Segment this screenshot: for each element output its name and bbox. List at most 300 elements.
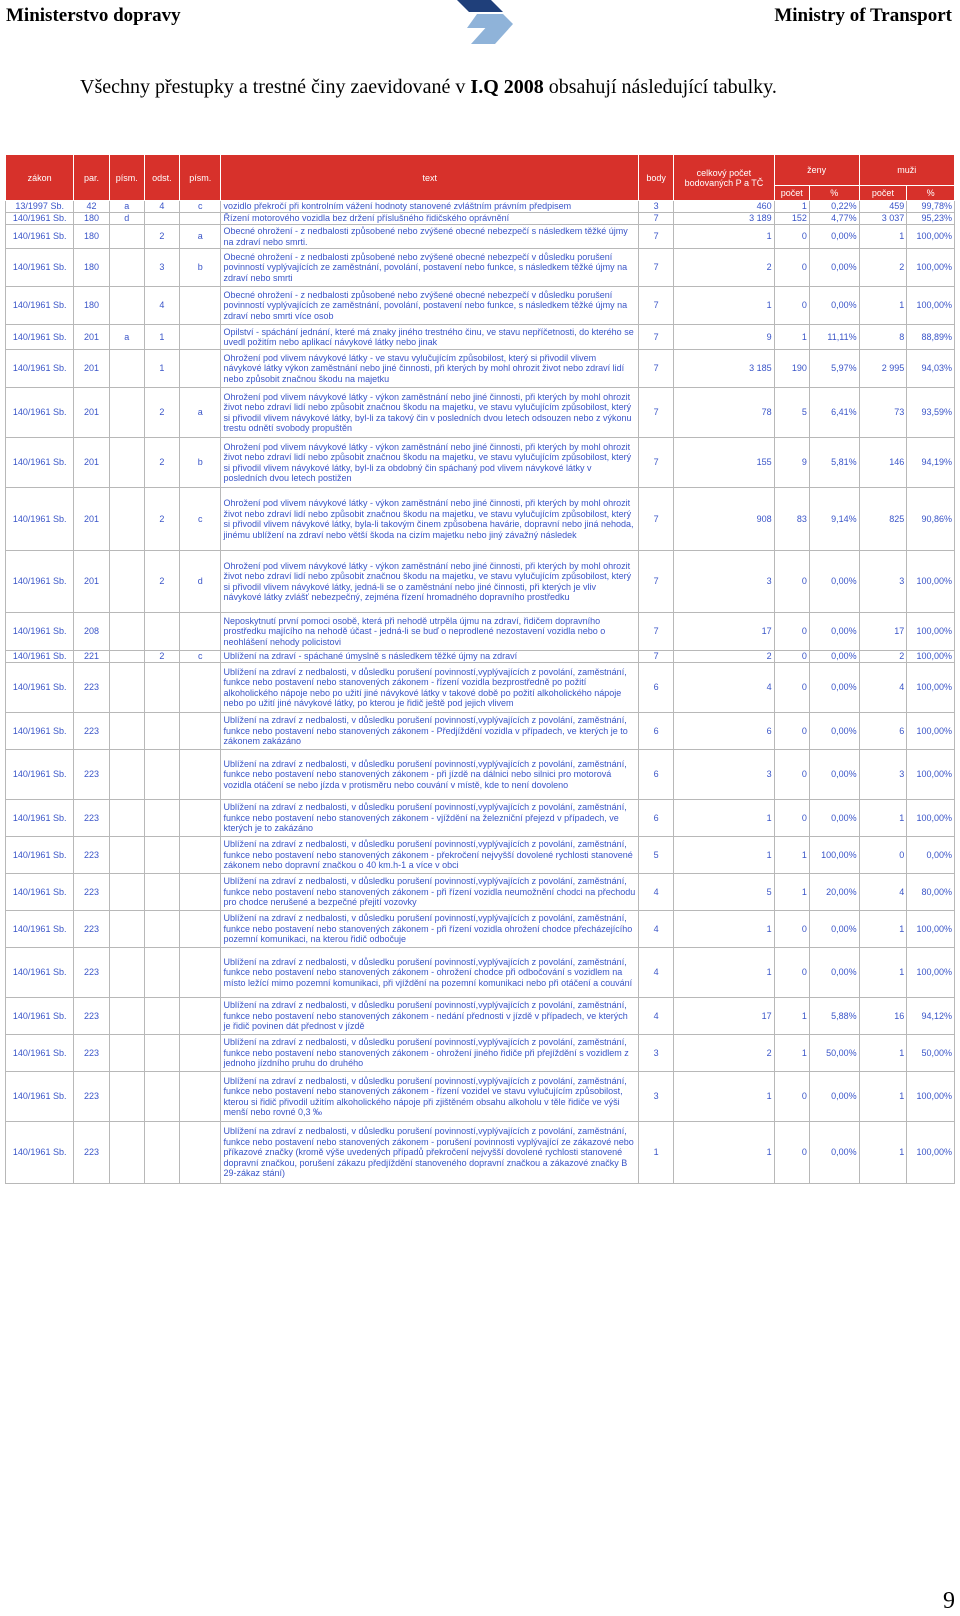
cell-zakon: 140/1961 Sb. — [6, 1072, 74, 1122]
offenses-table — [5, 154, 955, 1184]
cell-zeny-pocet: 0 — [774, 287, 809, 325]
table-row — [6, 911, 955, 948]
cell-muzi-pocet: 1 — [859, 1122, 907, 1184]
cell-odst: 2 — [144, 388, 179, 438]
cell-muzi-pct: 100,00% — [907, 948, 955, 998]
cell-pism — [109, 1122, 144, 1184]
cell-odst — [144, 998, 179, 1035]
col-zakon: zákon — [6, 155, 74, 201]
cell-muzi-pocet: 1 — [859, 1035, 907, 1072]
cell-par: 223 — [74, 713, 109, 750]
cell-text: Ublížení na zdraví z nedbalosti, v důsledku porušení povinností,vyplývajících z povolání, zaměstnání, funkce nebo postavení nebo stanovených zákonem - při řízení vozidla neumožnění chodci na přechodu pro chodce nerušené a bezpečné přejití vozovky — [221, 874, 639, 911]
cell-muzi-pocet: 1 — [859, 911, 907, 948]
cell-pism — [109, 287, 144, 325]
cell-odst: 2 — [144, 488, 179, 551]
cell-body: 3 — [638, 1072, 673, 1122]
cell-odst — [144, 713, 179, 750]
cell-pism-2: c — [180, 651, 221, 663]
cell-muzi-pocet: 0 — [859, 837, 907, 874]
cell-muzi-pct: 100,00% — [907, 551, 955, 613]
cell-pism — [109, 350, 144, 388]
cell-zakon: 140/1961 Sb. — [6, 325, 74, 350]
cell-par: 201 — [74, 350, 109, 388]
cell-zakon: 140/1961 Sb. — [6, 388, 74, 438]
cell-celkem: 155 — [674, 438, 774, 488]
cell-muzi-pocet: 146 — [859, 438, 907, 488]
cell-muzi-pocet: 2 — [859, 249, 907, 287]
cell-odst — [144, 837, 179, 874]
table-row — [6, 998, 955, 1035]
cell-text: Ublížení na zdraví z nedbalosti, v důsledku porušení povinností,vyplývajících z povolání, zaměstnání, funkce nebo postavení nebo stanovených zákonem - Předjíždění vozidla v případech, ve kterých je to zákonem zakázáno — [221, 713, 639, 750]
cell-zakon: 140/1961 Sb. — [6, 911, 74, 948]
cell-zeny-pocet: 0 — [774, 750, 809, 800]
cell-zakon: 140/1961 Sb. — [6, 488, 74, 551]
table-row — [6, 325, 955, 350]
cell-pism-2: b — [180, 249, 221, 287]
cell-odst — [144, 750, 179, 800]
cell-body: 7 — [638, 287, 673, 325]
cell-pism-2 — [180, 350, 221, 388]
table-row — [6, 1122, 955, 1184]
intro-text-2: obsahují následující tabulky. — [543, 76, 777, 98]
cell-par: 223 — [74, 800, 109, 837]
cell-pism — [109, 249, 144, 287]
cell-muzi-pocet: 73 — [859, 388, 907, 438]
table-row — [6, 438, 955, 488]
cell-celkem: 1 — [674, 837, 774, 874]
cell-celkem: 17 — [674, 998, 774, 1035]
cell-muzi-pct: 100,00% — [907, 651, 955, 663]
cell-muzi-pct: 88,89% — [907, 325, 955, 350]
cell-par: 201 — [74, 325, 109, 350]
cell-pism — [109, 874, 144, 911]
cell-pism — [109, 713, 144, 750]
cell-zeny-pct: 11,11% — [809, 325, 859, 350]
cell-odst: 1 — [144, 350, 179, 388]
cell-text: Obecné ohrožení - z nedbalosti způsobené nebo zvýšené obecné nebezpečí v důsledku porušení povinností vyplývajících ze zaměstnání, povolání, postavení nebo funkce, s následkem těžké újmy na zdraví nebo smrti více osob — [221, 287, 639, 325]
cell-celkem: 1 — [674, 225, 774, 249]
cell-celkem: 2 — [674, 651, 774, 663]
table-row — [6, 350, 955, 388]
cell-text: Neposkytnutí první pomoci osobě, která při nehodě utrpěla újmu na zdraví, řidičem dopravního prostředku majícího na nehodě účast - jedná-li se buď o neprodlené nezostavení vozidla nebo o neohlášení nehody policistovi — [221, 613, 639, 651]
cell-pism-2: d — [180, 551, 221, 613]
cell-par: 201 — [74, 388, 109, 438]
cell-zeny-pocet: 152 — [774, 213, 809, 225]
cell-zakon: 140/1961 Sb. — [6, 1035, 74, 1072]
cell-zeny-pct: 0,00% — [809, 551, 859, 613]
cell-zeny-pct: 0,00% — [809, 713, 859, 750]
cell-muzi-pct: 0,00% — [907, 837, 955, 874]
cell-pism — [109, 800, 144, 837]
cell-zeny-pocet: 0 — [774, 1072, 809, 1122]
cell-celkem: 1 — [674, 911, 774, 948]
cell-text: Ublížení na zdraví z nedbalosti, v důsledku porušení povinností,vyplývajících z povolání, zaměstnání, funkce nebo postavení nebo stanovených zákonem - ohrožení jiného řidiče při přejíždění s vozidlem z jednoho jízdního pruhu do druhého — [221, 1035, 639, 1072]
cell-par: 223 — [74, 911, 109, 948]
table-row — [6, 713, 955, 750]
cell-zeny-pocet: 190 — [774, 350, 809, 388]
cell-zakon: 140/1961 Sb. — [6, 551, 74, 613]
cell-muzi-pocet: 3 037 — [859, 213, 907, 225]
cell-zakon: 140/1961 Sb. — [6, 837, 74, 874]
cell-text: Ublížení na zdraví z nedbalosti, v důsledku porušení povinností,vyplývajících z povolání, zaměstnání, funkce nebo postavení nebo stanovených zákonem - řízení vozidla bezprostředně po požití alkoholického nápoje nebo po užití jiné návykové látky v takové době po požití alkoholického nápoje nebo po užití jiné návykové látky, po kterou je řidič ještě pod jejich vlivem — [221, 663, 639, 713]
cell-pism — [109, 651, 144, 663]
cell-celkem: 4 — [674, 663, 774, 713]
cell-body: 3 — [638, 1035, 673, 1072]
intro-period: I.Q 2008 — [470, 76, 544, 98]
cell-pism — [109, 551, 144, 613]
cell-muzi-pct: 100,00% — [907, 613, 955, 651]
cell-celkem: 460 — [674, 201, 774, 213]
cell-zeny-pct: 6,41% — [809, 388, 859, 438]
cell-pism — [109, 948, 144, 998]
cell-zeny-pct: 0,00% — [809, 911, 859, 948]
cell-body: 6 — [638, 800, 673, 837]
cell-zeny-pct: 0,00% — [809, 651, 859, 663]
cell-muzi-pct: 100,00% — [907, 225, 955, 249]
cell-text: Ohrožení pod vlivem návykové látky - výkon zaměstnání nebo jiné činnosti, při kterých by mohl ohrozit život nebo zdraví lidí nebo způsobit značnou škodu na majetku, ve stavu vylučujícím způsobilost, který si přivodil vlivem návykové látky, jedná-li se o zaměstnání nebo jiné činnosti, při kterých je vliv návykové látky zvlášť nebezpečný, zejména řízení hromadného dopravního prostředku — [221, 551, 639, 613]
cell-text: Ublížení na zdraví z nedbalosti, v důsledku porušení povinností,vyplývajících z povolání, zaměstnání, funkce nebo postavení nebo stanovených zákonem - ohrožení chodce při odbočování s vozidlem na místo ležící mimo pozemní komunikaci, při vjíždění na pozemní komunikaci nebo při otáčení a couvání — [221, 948, 639, 998]
cell-pism-2: a — [180, 225, 221, 249]
cell-zeny-pocet: 0 — [774, 800, 809, 837]
cell-body: 7 — [638, 225, 673, 249]
cell-text: Ublížení na zdraví - spáchané úmyslně s následkem těžké újmy na zdraví — [221, 651, 639, 663]
cell-zeny-pocet: 5 — [774, 388, 809, 438]
cell-zeny-pocet: 1 — [774, 874, 809, 911]
cell-muzi-pocet: 825 — [859, 488, 907, 551]
cell-odst: 2 — [144, 651, 179, 663]
cell-zakon: 140/1961 Sb. — [6, 874, 74, 911]
col-body: body — [638, 155, 673, 201]
cell-zeny-pct: 0,00% — [809, 948, 859, 998]
cell-celkem: 1 — [674, 1072, 774, 1122]
cell-par: 42 — [74, 201, 109, 213]
cell-text: Ohrožení pod vlivem návykové látky - výkon zaměstnání nebo jiné činnosti, při kterých by mohl ohrozit život nebo zdraví lidí nebo způsobit značnou škodu na majetku, ve stavu vylučujícím způsobilost, který si přivodil vlivem návykové látky, byla-li takovým činem způsobena havárie, dopravní nebo jiná nehoda, jinému ublížení na zdraví nebo větší škoda na cizím majetku nebo jiný závažný následek — [221, 488, 639, 551]
cell-text: vozidlo překročí při kontrolním vážení hodnoty stanovené zvláštním právním předpisem — [221, 201, 639, 213]
cell-zeny-pocet: 0 — [774, 651, 809, 663]
cell-odst: 4 — [144, 201, 179, 213]
cell-pism-2 — [180, 1072, 221, 1122]
table-row — [6, 837, 955, 874]
cell-pism: a — [109, 325, 144, 350]
cell-zeny-pct: 0,00% — [809, 225, 859, 249]
table-row — [6, 1035, 955, 1072]
cell-pism-2 — [180, 713, 221, 750]
cell-zakon: 140/1961 Sb. — [6, 663, 74, 713]
cell-muzi-pct: 100,00% — [907, 663, 955, 713]
page-header — [0, 0, 960, 42]
cell-body: 7 — [638, 249, 673, 287]
col-zeny: ženy — [774, 155, 859, 186]
cell-zeny-pct: 0,00% — [809, 663, 859, 713]
cell-par: 180 — [74, 225, 109, 249]
cell-muzi-pocet: 1 — [859, 287, 907, 325]
cell-celkem: 1 — [674, 287, 774, 325]
cell-muzi-pct: 100,00% — [907, 800, 955, 837]
cell-muzi-pct: 100,00% — [907, 911, 955, 948]
cell-muzi-pct: 100,00% — [907, 1122, 955, 1184]
cell-body: 7 — [638, 651, 673, 663]
cell-body: 6 — [638, 750, 673, 800]
cell-pism-2 — [180, 998, 221, 1035]
cell-body: 3 — [638, 201, 673, 213]
cell-pism — [109, 613, 144, 651]
cell-zeny-pocet: 1 — [774, 1035, 809, 1072]
cell-odst — [144, 1035, 179, 1072]
page-number: 9 — [943, 1588, 955, 1614]
cell-zeny-pct: 0,00% — [809, 613, 859, 651]
cell-zeny-pct: 0,22% — [809, 201, 859, 213]
cell-pism-2 — [180, 325, 221, 350]
cell-text: Řízení motorového vozidla bez držení příslušného řidičského oprávnění — [221, 213, 639, 225]
cell-celkem: 3 189 — [674, 213, 774, 225]
cell-muzi-pct: 100,00% — [907, 287, 955, 325]
table-row — [6, 225, 955, 249]
cell-pism — [109, 911, 144, 948]
cell-muzi-pocet: 16 — [859, 998, 907, 1035]
cell-zeny-pocet: 0 — [774, 911, 809, 948]
cell-muzi-pct: 95,23% — [907, 213, 955, 225]
cell-zeny-pct: 0,00% — [809, 1072, 859, 1122]
table-body — [6, 201, 955, 1184]
cell-pism-2 — [180, 663, 221, 713]
table-row — [6, 800, 955, 837]
table-row — [6, 1072, 955, 1122]
cell-par: 201 — [74, 551, 109, 613]
cell-zeny-pct: 9,14% — [809, 488, 859, 551]
cell-celkem: 1 — [674, 1122, 774, 1184]
cell-odst: 4 — [144, 287, 179, 325]
cell-zeny-pct: 0,00% — [809, 287, 859, 325]
cell-par: 223 — [74, 837, 109, 874]
cell-pism — [109, 388, 144, 438]
cell-pism — [109, 663, 144, 713]
cell-pism — [109, 998, 144, 1035]
cell-zakon: 13/1997 Sb. — [6, 201, 74, 213]
cell-muzi-pct: 99,78% — [907, 201, 955, 213]
cell-zakon: 140/1961 Sb. — [6, 1122, 74, 1184]
cell-muzi-pct: 80,00% — [907, 874, 955, 911]
cell-zakon: 140/1961 Sb. — [6, 350, 74, 388]
cell-body: 7 — [638, 613, 673, 651]
cell-par: 221 — [74, 651, 109, 663]
cell-pism — [109, 1072, 144, 1122]
col-zeny-pct: % — [809, 186, 859, 201]
cell-pism-2 — [180, 800, 221, 837]
col-odst: odst. — [144, 155, 179, 201]
cell-pism — [109, 837, 144, 874]
cell-par: 201 — [74, 438, 109, 488]
table-row — [6, 750, 955, 800]
cell-pism: d — [109, 213, 144, 225]
cell-zeny-pocet: 83 — [774, 488, 809, 551]
cell-muzi-pct: 100,00% — [907, 713, 955, 750]
cell-pism-2 — [180, 613, 221, 651]
cell-text: Ublížení na zdraví z nedbalosti, v důsledku porušení povinností,vyplývajících z povolání, zaměstnání, funkce nebo postavení nebo stanovených zákonem - nedání přednosti v jízdě v případech, ve kterých je řidič povinen dát přednost v jízdě — [221, 998, 639, 1035]
intro-sentence — [80, 76, 777, 99]
cell-celkem: 5 — [674, 874, 774, 911]
cell-celkem: 1 — [674, 948, 774, 998]
cell-body: 6 — [638, 713, 673, 750]
offenses-table-wrap — [5, 154, 955, 1184]
cell-par: 223 — [74, 1122, 109, 1184]
cell-muzi-pct: 93,59% — [907, 388, 955, 438]
table-row — [6, 613, 955, 651]
cell-zeny-pct: 5,97% — [809, 350, 859, 388]
cell-odst: 1 — [144, 325, 179, 350]
cell-muzi-pocet: 2 995 — [859, 350, 907, 388]
intro-text-1: Všechny přestupky a trestné činy zaevidované v — [80, 76, 471, 98]
col-muzi-pct: % — [907, 186, 955, 201]
cell-zakon: 140/1961 Sb. — [6, 438, 74, 488]
cell-zeny-pocet: 0 — [774, 713, 809, 750]
cell-pism-2 — [180, 911, 221, 948]
cell-par: 208 — [74, 613, 109, 651]
cell-muzi-pct: 50,00% — [907, 1035, 955, 1072]
cell-muzi-pct: 94,03% — [907, 350, 955, 388]
cell-celkem: 2 — [674, 1035, 774, 1072]
cell-celkem: 9 — [674, 325, 774, 350]
cell-zeny-pct: 0,00% — [809, 800, 859, 837]
table-row — [6, 663, 955, 713]
cell-muzi-pocet: 3 — [859, 551, 907, 613]
cell-zeny-pct: 5,88% — [809, 998, 859, 1035]
table-row — [6, 874, 955, 911]
cell-par: 180 — [74, 213, 109, 225]
table-row — [6, 551, 955, 613]
cell-odst — [144, 1122, 179, 1184]
cell-pism — [109, 225, 144, 249]
cell-muzi-pocet: 2 — [859, 651, 907, 663]
cell-text: Obecné ohrožení - z nedbalosti způsobené nebo zvýšené obecné nebezpečí v důsledku porušení povinností vyplývajících ze zaměstnání, povolání, postavení nebo funkce, s následkem těžké újmy na zdraví nebo smrti — [221, 249, 639, 287]
cell-muzi-pct: 94,19% — [907, 438, 955, 488]
cell-text: Ohrožení pod vlivem návykové látky - výkon zaměstnání nebo jiné činnosti, při kterých by mohl ohrozit život nebo zdraví lidí nebo způsobit značnou škodu na majetku, ve stavu vylučujícím způsobilost, který si přivodil vlivem návykové látky, byl-li za obdobný čin spáchaný pod vlivem návykové látky v posledních dvou letech postižen — [221, 438, 639, 488]
cell-zeny-pocet: 0 — [774, 249, 809, 287]
cell-zeny-pocet: 1 — [774, 998, 809, 1035]
cell-muzi-pocet: 17 — [859, 613, 907, 651]
col-pism-2: písm. — [180, 155, 221, 201]
cell-zakon: 140/1961 Sb. — [6, 750, 74, 800]
table-row — [6, 388, 955, 438]
cell-odst: 3 — [144, 249, 179, 287]
cell-pism-2 — [180, 750, 221, 800]
cell-pism-2 — [180, 213, 221, 225]
cell-par: 223 — [74, 663, 109, 713]
col-zeny-pocet: počet — [774, 186, 809, 201]
cell-odst — [144, 663, 179, 713]
cell-muzi-pocet: 6 — [859, 713, 907, 750]
cell-pism-2: b — [180, 438, 221, 488]
cell-muzi-pocet: 1 — [859, 1072, 907, 1122]
cell-zakon: 140/1961 Sb. — [6, 948, 74, 998]
cell-zeny-pct: 5,81% — [809, 438, 859, 488]
cell-pism — [109, 750, 144, 800]
cell-muzi-pocet: 1 — [859, 800, 907, 837]
cell-muzi-pocet: 4 — [859, 874, 907, 911]
cell-odst — [144, 613, 179, 651]
table-row — [6, 213, 955, 225]
cell-muzi-pct: 94,12% — [907, 998, 955, 1035]
cell-celkem: 1 — [674, 800, 774, 837]
col-pism: písm. — [109, 155, 144, 201]
cell-pism-2 — [180, 948, 221, 998]
cell-par: 180 — [74, 249, 109, 287]
cell-muzi-pocet: 8 — [859, 325, 907, 350]
cell-zakon: 140/1961 Sb. — [6, 998, 74, 1035]
table-row — [6, 948, 955, 998]
cell-muzi-pct: 90,86% — [907, 488, 955, 551]
cell-zeny-pct: 100,00% — [809, 837, 859, 874]
cell-par: 223 — [74, 874, 109, 911]
cell-celkem: 3 — [674, 750, 774, 800]
cell-pism-2 — [180, 1122, 221, 1184]
cell-body: 6 — [638, 663, 673, 713]
cell-zakon: 140/1961 Sb. — [6, 213, 74, 225]
cell-zeny-pct: 0,00% — [809, 249, 859, 287]
cell-celkem: 3 — [674, 551, 774, 613]
cell-body: 7 — [638, 388, 673, 438]
cell-par: 180 — [74, 287, 109, 325]
cell-odst: 2 — [144, 438, 179, 488]
cell-celkem: 2 — [674, 249, 774, 287]
ministry-name-en: Ministry of Transport — [774, 5, 952, 26]
cell-pism-2: c — [180, 201, 221, 213]
cell-muzi-pocet: 3 — [859, 750, 907, 800]
cell-odst — [144, 948, 179, 998]
cell-body: 4 — [638, 998, 673, 1035]
cell-zeny-pct: 50,00% — [809, 1035, 859, 1072]
cell-zakon: 140/1961 Sb. — [6, 713, 74, 750]
cell-text: Ublížení na zdraví z nedbalosti, v důsledku porušení povinností,vyplývajících z povolání, zaměstnání, funkce nebo postavení nebo stanovených zákonem - vjíždění na železniční přejezd v případech, ve kterých je to zakázáno — [221, 800, 639, 837]
cell-body: 4 — [638, 874, 673, 911]
cell-par: 223 — [74, 1072, 109, 1122]
cell-odst: 2 — [144, 225, 179, 249]
cell-body: 1 — [638, 1122, 673, 1184]
cell-zakon: 140/1961 Sb. — [6, 651, 74, 663]
cell-zakon: 140/1961 Sb. — [6, 800, 74, 837]
cell-pism — [109, 1035, 144, 1072]
cell-odst — [144, 911, 179, 948]
cell-zeny-pocet: 0 — [774, 225, 809, 249]
table-row — [6, 651, 955, 663]
cell-celkem: 17 — [674, 613, 774, 651]
cell-text: Ublížení na zdraví z nedbalosti, v důsledku porušení povinností,vyplývajících z povolání, zaměstnání, funkce nebo postavení nebo stanovených zákonem - porušení povinnosti vyplývající ze zákazové nebo příkazové značky (kromě výše uvedených případů překročení nejvyšší dovolené rychlosti stanovené dopravní značkou, porušení zákazu předjíždění stanoveného dopravní značkou a zákazové značky B 29-zákaz stání) — [221, 1122, 639, 1184]
cell-zeny-pct: 0,00% — [809, 1122, 859, 1184]
col-celkovy-pocet: celkový počet bodovaných P a TČ — [674, 155, 774, 201]
cell-odst — [144, 213, 179, 225]
ministry-logo-icon — [457, 0, 513, 44]
cell-text: Obecné ohrožení - z nedbalosti způsobené nebo zvýšené obecné nebezpečí s následkem těžké újmy na zdraví nebo smrti. — [221, 225, 639, 249]
cell-body: 7 — [638, 488, 673, 551]
cell-pism: a — [109, 201, 144, 213]
cell-muzi-pocet: 1 — [859, 225, 907, 249]
cell-text: Ohrožení pod vlivem návykové látky - výkon zaměstnání nebo jiné činnosti, při kterých by mohl ohrozit život nebo zdraví lidí nebo způsobit značnou škodu na majetku, ve stavu vylučujícím způsobilost, který si přivodil vlivem návykové látky, byl-li za takový čin v posledních dvou letech odsouzen nebo z výkonu trestu odnětí svobody propuštěn — [221, 388, 639, 438]
cell-muzi-pocet: 1 — [859, 948, 907, 998]
cell-odst — [144, 874, 179, 911]
cell-celkem: 908 — [674, 488, 774, 551]
cell-muzi-pocet: 459 — [859, 201, 907, 213]
cell-celkem: 78 — [674, 388, 774, 438]
cell-celkem: 6 — [674, 713, 774, 750]
cell-par: 223 — [74, 998, 109, 1035]
cell-text: Ublížení na zdraví z nedbalosti, v důsledku porušení povinností,vyplývajících z povolání, zaměstnání, funkce nebo postavení nebo stanovených zákonem - při řízení vozidla ohrožení chodce přecházejícího pozemní komunikaci, na kterou řidič odbočuje — [221, 911, 639, 948]
cell-text: Ublížení na zdraví z nedbalosti, v důsledku porušení povinností,vyplývajících z povolání, zaměstnání, funkce nebo postavení nebo stanovených zákonem - řízení vozidel ve stavu vylučujícím způsobilost, kterou si řidič přivodil užitím alkoholického nápoje při zjištěném obsahu alkoholu v těle řidiče ve výši menší nebo rovné 0,3 ‰ — [221, 1072, 639, 1122]
cell-celkem: 3 185 — [674, 350, 774, 388]
cell-zakon: 140/1961 Sb. — [6, 225, 74, 249]
cell-pism-2 — [180, 1035, 221, 1072]
cell-odst — [144, 1072, 179, 1122]
cell-pism-2 — [180, 837, 221, 874]
cell-text: Ublížení na zdraví z nedbalosti, v důsledku porušení povinností,vyplývajících z povolání, zaměstnání, funkce nebo postavení nebo stanovených zákonem - při jízdě na dálnici nebo silnici pro motorová vozidla otáčení se nebo jízda v protisměru nebo couvání v místě, kde to není dovoleno — [221, 750, 639, 800]
